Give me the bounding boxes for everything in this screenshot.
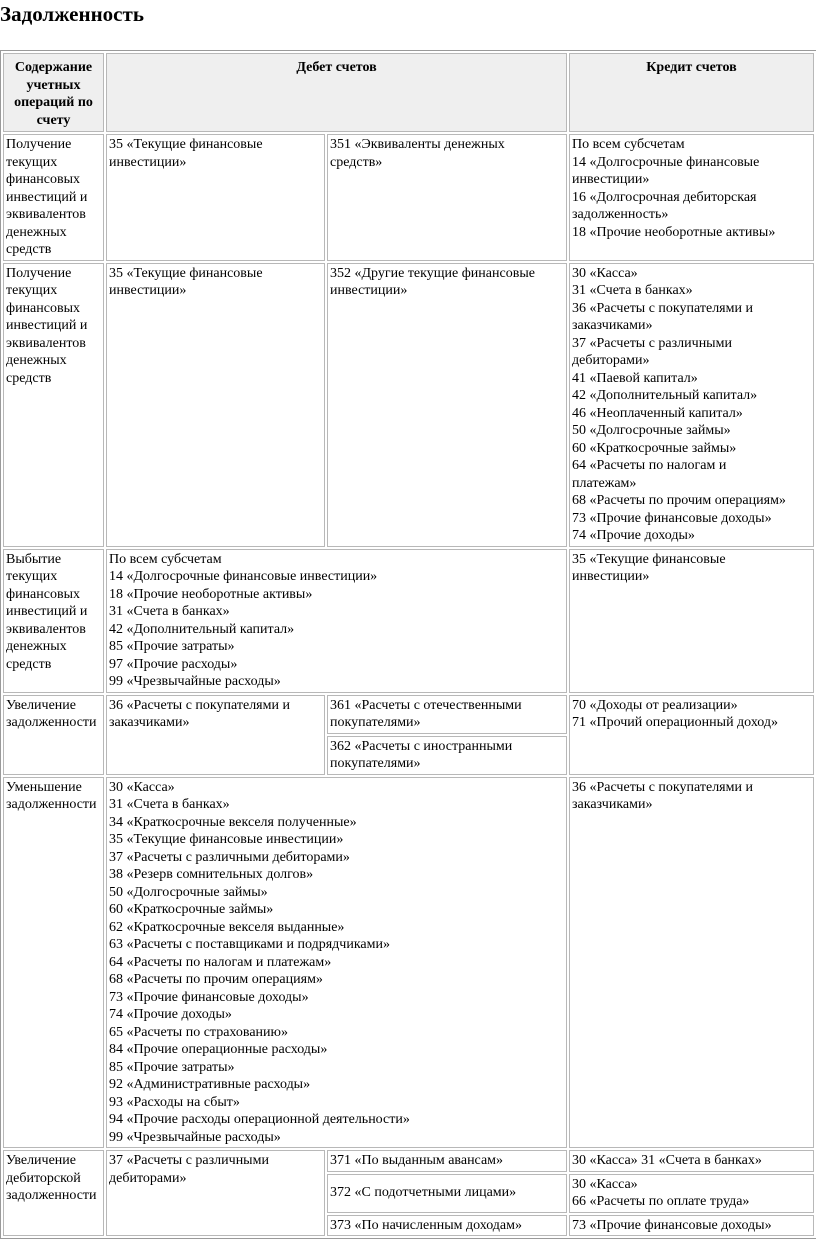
debit-subaccount-cell	[327, 1150, 567, 1172]
operation-cell	[3, 695, 104, 775]
cell-line: Увеличение	[6, 1153, 77, 1168]
credit-cell	[569, 549, 814, 693]
cell-line: 71 «Прочий операционный доход»	[572, 715, 779, 730]
cell-line: 73 «Прочие финансовые доходы»	[572, 1217, 772, 1233]
cell-line: задолженности	[6, 1188, 97, 1203]
debit-subaccount-cell	[327, 1174, 567, 1213]
cell-line: 373 «По начисленным доходам»	[330, 1217, 522, 1233]
cell-line: 92 «Административные расходы»	[109, 1077, 311, 1092]
debit-subaccount-cell	[327, 263, 567, 547]
cell-line: 371 «По выданным авансам»	[330, 1153, 504, 1168]
cell-line: финансовых	[6, 586, 80, 602]
debit-account-cell	[106, 134, 325, 261]
cell-line: покупателями»	[330, 756, 421, 771]
credit-cell	[569, 1174, 814, 1213]
cell-line: финансовых	[6, 172, 80, 187]
cell-line: 93 «Расходы на сбыт»	[109, 1094, 240, 1110]
cell-line: 99 «Чрезвычайные расходы»	[109, 1129, 281, 1145]
cell-line: инвестиции»	[109, 283, 187, 298]
cell-line: средств	[6, 656, 52, 672]
cell-line: 37 «Расчеты с различными	[572, 335, 732, 351]
header-debit: Дебет счетов	[106, 53, 567, 132]
header-row	[3, 53, 814, 132]
cell-line: инвестиции»	[330, 283, 408, 298]
table-row	[3, 777, 814, 1149]
operation-cell	[3, 549, 104, 693]
debit-subaccount-cell	[327, 695, 567, 734]
cell-line: дебиторами»	[572, 353, 650, 368]
cell-line: 62 «Краткосрочные векселя выданные»	[109, 919, 345, 935]
page-title: Задолженность	[0, 2, 144, 26]
cell-line: дебиторами»	[109, 1170, 187, 1186]
cell-line: денежных	[6, 353, 67, 368]
cell-line: заказчиками»	[109, 715, 190, 730]
cell-line: 30 «Касса»	[572, 1176, 638, 1192]
cell-line: 37 «Расчеты с различными	[109, 1153, 269, 1168]
table-row	[3, 1150, 814, 1172]
table-row	[3, 695, 814, 734]
credit-cell	[569, 695, 814, 775]
cell-line: 38 «Резерв сомнительных долгов»	[109, 867, 314, 882]
cell-line: средств	[6, 370, 52, 386]
cell-line: 97 «Прочие расходы»	[109, 656, 238, 672]
cell-line: финансовых	[6, 300, 80, 316]
cell-line: 63 «Расчеты с поставщиками и подрядчиками»	[109, 937, 390, 952]
operation-cell	[3, 777, 104, 1149]
debit-account-cell	[106, 1150, 325, 1236]
operation-cell	[3, 1150, 104, 1236]
cell-line: 42 «Дополнительный капитал»	[572, 388, 758, 403]
cell-line: заказчиками»	[572, 318, 653, 333]
cell-line: 361 «Расчеты с отечественными	[330, 697, 522, 713]
cell-line: 85 «Прочие затраты»	[109, 1059, 235, 1075]
cell-line: денежных	[6, 639, 67, 654]
cell-line: 60 «Краткосрочные займы»	[109, 902, 274, 917]
credit-cell	[569, 1150, 814, 1172]
debit-subaccount-cell	[327, 134, 567, 261]
cell-line: эквивалентов	[6, 335, 86, 351]
cell-line: 35 «Текущие финансовые	[109, 265, 263, 281]
cell-line: эквивалентов	[6, 207, 86, 222]
cell-line: средств»	[330, 154, 383, 170]
header-credit: Кредит счетов	[569, 53, 814, 132]
cell-line: 60 «Краткосрочные займы»	[572, 440, 737, 456]
cell-line: 73 «Прочие финансовые доходы»	[109, 989, 309, 1005]
cell-line: дебиторской	[6, 1170, 81, 1186]
cell-line: денежных	[6, 224, 67, 240]
credit-cell	[569, 263, 814, 547]
cell-line: 35 «Текущие финансовые инвестиции»	[109, 832, 344, 847]
cell-line: 73 «Прочие финансовые доходы»	[572, 510, 772, 526]
cell-line: 18 «Прочие необоротные активы»	[572, 224, 776, 240]
cell-line: 85 «Прочие затраты»	[109, 639, 235, 654]
cell-line: 64 «Расчеты по налогам и	[572, 458, 727, 473]
cell-line: 42 «Дополнительный капитал»	[109, 621, 295, 637]
cell-line: Получение	[6, 265, 72, 281]
operation-cell	[3, 263, 104, 547]
cell-line: 37 «Расчеты с различными дебиторами»	[109, 849, 350, 865]
cell-line: задолженность»	[572, 207, 669, 222]
cell-line: покупателями»	[330, 715, 421, 730]
cell-line: 31 «Счета в банках»	[109, 604, 230, 619]
cell-line: 352 «Другие текущие финансовые	[330, 265, 535, 281]
table-row	[3, 549, 814, 693]
cell-line: платежам»	[572, 475, 637, 491]
header-content	[3, 53, 104, 132]
cell-line: 50 «Долгосрочные займы»	[109, 884, 268, 900]
cell-line: инвестиций и	[6, 189, 88, 205]
cell-line: 74 «Прочие доходы»	[572, 528, 695, 543]
cell-line: 16 «Долгосрочная дебиторская	[572, 189, 757, 205]
cell-line: 31 «Счета в банках»	[109, 797, 230, 812]
cell-line: задолженности	[6, 797, 97, 812]
debit-cell	[106, 549, 567, 693]
cell-line: 372 «С подотчетными лицами»	[330, 1185, 517, 1201]
debit-cell	[106, 777, 567, 1149]
cell-line: 84 «Прочие операционные расходы»	[109, 1042, 328, 1057]
cell-line: текущих	[6, 154, 58, 170]
cell-line: Содержание	[14, 60, 93, 75]
cell-line: 362 «Расчеты с иностранными	[330, 738, 513, 754]
cell-line: 70 «Доходы от реализации»	[572, 697, 738, 713]
cell-line: 94 «Прочие расходы операционной деятельности»	[109, 1112, 410, 1127]
cell-line: операций по	[14, 95, 93, 110]
cell-line: По всем субсчетам	[109, 551, 222, 567]
cell-line: Выбытие	[6, 551, 62, 567]
cell-line: 18 «Прочие необоротные активы»	[109, 586, 313, 602]
cell-line: 50 «Долгосрочные займы»	[572, 423, 731, 438]
cell-line: 34 «Краткосрочные векселя полученные»	[109, 814, 357, 830]
debit-account-cell	[106, 263, 325, 547]
cell-line: 64 «Расчеты по налогам и платежам»	[109, 954, 332, 970]
cell-line: 68 «Расчеты по прочим операциям»	[572, 493, 786, 508]
cell-line: инвестиции»	[572, 569, 650, 584]
cell-line: текущих	[6, 283, 58, 298]
debit-account-cell	[106, 695, 325, 775]
cell-line: 35 «Текущие финансовые	[109, 137, 263, 152]
debit-subaccount-cell	[327, 1215, 567, 1237]
cell-line: средств	[6, 242, 52, 257]
cell-line: инвестиций и	[6, 318, 88, 333]
cell-line: 351 «Эквиваленты денежных	[330, 137, 505, 152]
cell-line: задолженности	[6, 715, 97, 730]
cell-line: По всем субсчетам	[572, 137, 685, 152]
cell-line: учетных	[26, 77, 81, 93]
cell-line: 68 «Расчеты по прочим операциям»	[109, 972, 323, 987]
cell-line: Уменьшение	[6, 779, 82, 795]
table-row	[3, 263, 814, 547]
cell-line: 65 «Расчеты по страхованию»	[109, 1024, 288, 1040]
table-row	[3, 134, 814, 261]
cell-line: Увеличение	[6, 697, 77, 713]
cell-line: инвестиции»	[109, 154, 187, 170]
cell-line: 30 «Касса» 31 «Счета в банках»	[572, 1153, 762, 1168]
credit-cell	[569, 1215, 814, 1237]
cell-line: эквивалентов	[6, 621, 86, 637]
cell-line: 36 «Расчеты с покупателями и	[572, 300, 753, 316]
cell-line: текущих	[6, 569, 58, 584]
cell-line: 31 «Счета в банках»	[572, 283, 693, 298]
cell-line: 66 «Расчеты по оплате труда»	[572, 1194, 750, 1209]
cell-line: заказчиками»	[572, 797, 653, 812]
accounts-table	[0, 50, 816, 1239]
cell-line: 14 «Долгосрочные финансовые инвестиции»	[109, 569, 378, 584]
credit-cell	[569, 777, 814, 1149]
cell-line: Получение	[6, 137, 72, 152]
operation-cell	[3, 134, 104, 261]
cell-line: 36 «Расчеты с покупателями и	[572, 779, 753, 795]
cell-line: 74 «Прочие доходы»	[109, 1007, 232, 1022]
cell-line: 46 «Неоплаченный капитал»	[572, 405, 743, 421]
cell-line: 41 «Паевой капитал»	[572, 370, 698, 386]
cell-line: 30 «Касса»	[572, 265, 638, 281]
debit-subaccount-cell	[327, 736, 567, 775]
cell-line: 14 «Долгосрочные финансовые	[572, 154, 760, 170]
cell-line: 30 «Касса»	[109, 779, 175, 795]
cell-line: 35 «Текущие финансовые	[572, 551, 726, 567]
cell-line: счету	[36, 112, 71, 128]
cell-line: 99 «Чрезвычайные расходы»	[109, 674, 281, 689]
credit-cell	[569, 134, 814, 261]
cell-line: 36 «Расчеты с покупателями и	[109, 697, 290, 713]
cell-line: инвестиции»	[572, 172, 650, 187]
cell-line: инвестиций и	[6, 604, 88, 619]
